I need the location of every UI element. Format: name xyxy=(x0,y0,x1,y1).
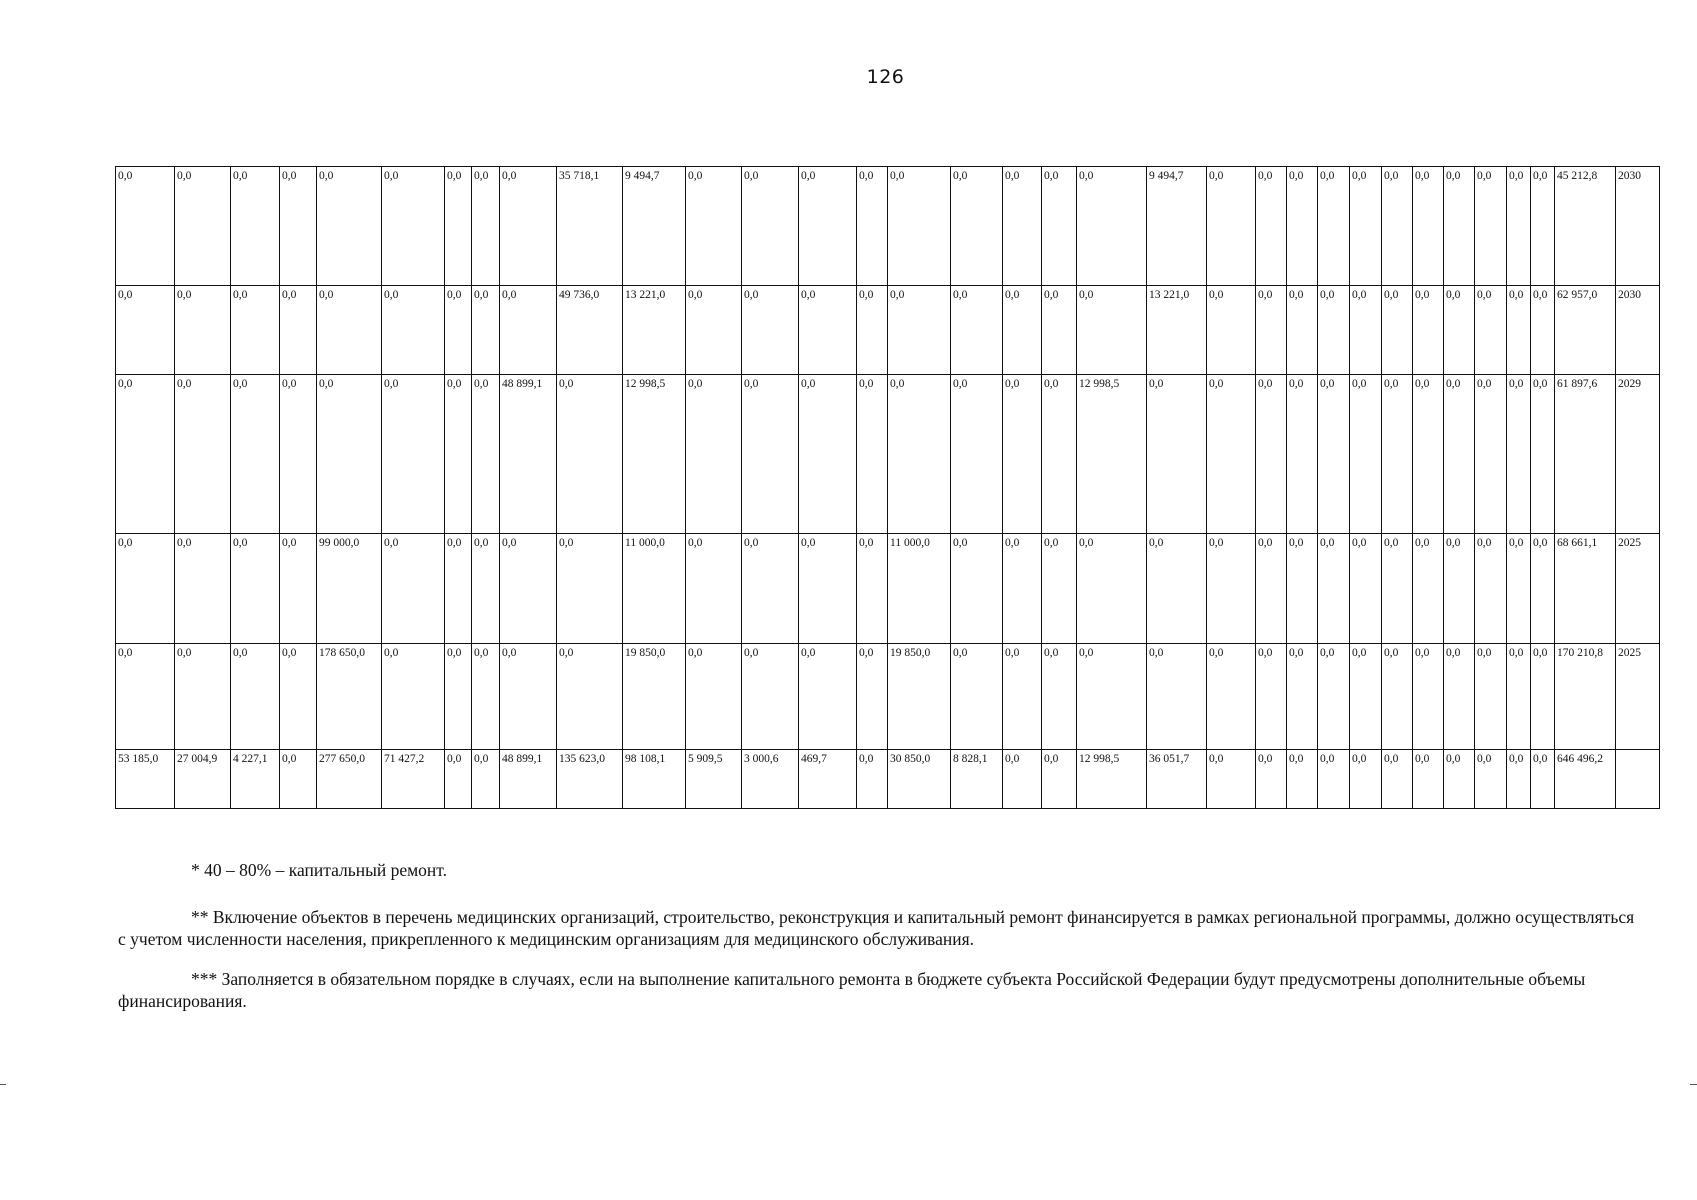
table-cell: 0,0 xyxy=(472,167,500,286)
table-cell: 0,0 xyxy=(175,286,231,375)
table-cell: 0,0 xyxy=(742,286,799,375)
table-cell: 2030 xyxy=(1616,167,1660,286)
table-cell: 0,0 xyxy=(686,167,742,286)
table-cell: 11 000,0 xyxy=(623,534,686,644)
footnote-1: * 40 – 80% – капитальный ремонт. xyxy=(191,860,447,880)
table-cell: 0,0 xyxy=(1382,644,1413,750)
table-cell: 0,0 xyxy=(1003,644,1042,750)
table-cell: 48 899,1 xyxy=(500,750,557,809)
table-cell: 11 000,0 xyxy=(888,534,951,644)
table-cell: 0,0 xyxy=(500,167,557,286)
table-cell xyxy=(1616,750,1660,809)
table-cell: 0,0 xyxy=(742,375,799,534)
table-cell: 0,0 xyxy=(317,375,382,534)
table-cell: 2030 xyxy=(1616,286,1660,375)
table-cell: 0,0 xyxy=(1507,750,1531,809)
table-cell: 0,0 xyxy=(1042,286,1077,375)
table-cell: 0,0 xyxy=(1077,644,1147,750)
table-cell: 71 427,2 xyxy=(382,750,445,809)
table-cell: 62 957,0 xyxy=(1555,286,1616,375)
footnote-2: ** Включение объектов в перечень медицинских организаций, строительство, реконструкция и капитальный ремонт финансируется в рамках региональной программы, должно осуществляться с учетом численности населения, прикрепленного к медицинским организациям для медицинского обслуживания. xyxy=(118,907,1635,949)
table-cell: 0,0 xyxy=(1207,375,1256,534)
table-cell: 98 108,1 xyxy=(623,750,686,809)
table-cell: 0,0 xyxy=(382,644,445,750)
table-cell: 35 718,1 xyxy=(557,167,623,286)
table-cell: 30 850,0 xyxy=(888,750,951,809)
table-cell: 0,0 xyxy=(280,286,317,375)
table-cell: 0,0 xyxy=(1475,534,1507,644)
table-cell: 0,0 xyxy=(445,375,472,534)
scan-mark-left xyxy=(0,1084,6,1085)
table-row xyxy=(116,167,1660,286)
table-cell: 0,0 xyxy=(888,375,951,534)
table-cell: 0,0 xyxy=(1350,534,1382,644)
table-cell: 0,0 xyxy=(1413,750,1444,809)
table-cell: 0,0 xyxy=(686,286,742,375)
table-cell: 0,0 xyxy=(799,167,857,286)
table-cell: 0,0 xyxy=(857,167,888,286)
table-cell: 0,0 xyxy=(1531,750,1555,809)
table-cell: 0,0 xyxy=(317,167,382,286)
table-cell: 0,0 xyxy=(1444,286,1475,375)
table-cell: 0,0 xyxy=(175,644,231,750)
table-cell: 0,0 xyxy=(1256,286,1287,375)
table-cell: 0,0 xyxy=(382,286,445,375)
table-cell: 0,0 xyxy=(1444,375,1475,534)
table-cell: 48 899,1 xyxy=(500,375,557,534)
table-cell: 0,0 xyxy=(1207,534,1256,644)
table-cell: 8 828,1 xyxy=(951,750,1003,809)
table-cell: 0,0 xyxy=(1475,750,1507,809)
page-number: 126 xyxy=(866,66,905,88)
table-cell: 0,0 xyxy=(231,534,280,644)
table-cell: 0,0 xyxy=(951,375,1003,534)
table-cell: 0,0 xyxy=(445,167,472,286)
table-cell: 9 494,7 xyxy=(1147,167,1207,286)
table-cell: 0,0 xyxy=(175,534,231,644)
table-cell: 0,0 xyxy=(1207,750,1256,809)
table-cell: 0,0 xyxy=(280,375,317,534)
table-cell: 0,0 xyxy=(1287,534,1318,644)
table-cell: 0,0 xyxy=(1003,286,1042,375)
table-cell: 0,0 xyxy=(857,750,888,809)
table-cell: 0,0 xyxy=(1207,167,1256,286)
table-cell: 0,0 xyxy=(951,644,1003,750)
table-cell: 0,0 xyxy=(1413,375,1444,534)
table-cell: 0,0 xyxy=(445,644,472,750)
table-cell: 0,0 xyxy=(1318,534,1350,644)
table-cell: 0,0 xyxy=(231,644,280,750)
table-cell: 0,0 xyxy=(500,644,557,750)
table-cell: 0,0 xyxy=(686,534,742,644)
table-cell: 0,0 xyxy=(1350,644,1382,750)
table-cell: 0,0 xyxy=(1382,286,1413,375)
table-cell: 0,0 xyxy=(799,644,857,750)
table-cell: 13 221,0 xyxy=(623,286,686,375)
table-cell: 0,0 xyxy=(1077,286,1147,375)
table-cell: 0,0 xyxy=(1042,750,1077,809)
table-cell: 0,0 xyxy=(1413,286,1444,375)
table-cell: 0,0 xyxy=(1382,375,1413,534)
table-cell: 0,0 xyxy=(1413,644,1444,750)
table-cell: 0,0 xyxy=(742,167,799,286)
table-cell: 0,0 xyxy=(1003,750,1042,809)
table-cell: 0,0 xyxy=(1318,167,1350,286)
table-cell: 0,0 xyxy=(280,534,317,644)
table-cell: 0,0 xyxy=(116,286,175,375)
table-cell: 0,0 xyxy=(472,375,500,534)
table-cell: 0,0 xyxy=(317,286,382,375)
table-cell: 0,0 xyxy=(1531,167,1555,286)
table-cell: 0,0 xyxy=(1444,534,1475,644)
table-cell: 4 227,1 xyxy=(231,750,280,809)
table-cell: 0,0 xyxy=(1318,286,1350,375)
table-cell: 19 850,0 xyxy=(623,644,686,750)
table-cell: 0,0 xyxy=(1507,534,1531,644)
table-cell: 0,0 xyxy=(1444,750,1475,809)
table-cell: 0,0 xyxy=(1382,534,1413,644)
table-cell: 0,0 xyxy=(1531,534,1555,644)
table-cell: 135 623,0 xyxy=(557,750,623,809)
table-cell: 0,0 xyxy=(1042,167,1077,286)
table-cell: 0,0 xyxy=(857,286,888,375)
table-cell: 0,0 xyxy=(1287,375,1318,534)
table-cell: 0,0 xyxy=(500,286,557,375)
table-cell: 0,0 xyxy=(231,375,280,534)
table-cell: 53 185,0 xyxy=(116,750,175,809)
table-cell: 0,0 xyxy=(742,534,799,644)
table-cell: 0,0 xyxy=(1531,644,1555,750)
table-cell: 0,0 xyxy=(1147,375,1207,534)
table-cell: 0,0 xyxy=(1256,375,1287,534)
table-cell: 0,0 xyxy=(231,167,280,286)
table-cell: 0,0 xyxy=(1350,375,1382,534)
table-cell: 0,0 xyxy=(116,167,175,286)
table-cell: 2025 xyxy=(1616,644,1660,750)
table-cell: 0,0 xyxy=(175,167,231,286)
table-cell: 0,0 xyxy=(1318,375,1350,534)
table-cell: 469,7 xyxy=(799,750,857,809)
table-cell: 0,0 xyxy=(857,644,888,750)
table-cell: 0,0 xyxy=(1507,375,1531,534)
table-cell: 0,0 xyxy=(1350,286,1382,375)
table-cell: 0,0 xyxy=(1444,644,1475,750)
financing-table xyxy=(115,166,1660,809)
table-row xyxy=(116,375,1660,534)
table-cell: 0,0 xyxy=(382,534,445,644)
table-cell: 0,0 xyxy=(951,286,1003,375)
table-cell: 0,0 xyxy=(1287,750,1318,809)
table-cell: 0,0 xyxy=(1475,375,1507,534)
table-cell: 12 998,5 xyxy=(1077,375,1147,534)
table-cell: 0,0 xyxy=(1475,286,1507,375)
table-cell: 0,0 xyxy=(1531,286,1555,375)
table-cell: 0,0 xyxy=(1287,644,1318,750)
table-cell: 0,0 xyxy=(1350,167,1382,286)
table-cell: 0,0 xyxy=(1475,167,1507,286)
table-cell: 0,0 xyxy=(1413,167,1444,286)
table-cell: 0,0 xyxy=(1507,644,1531,750)
table-cell: 0,0 xyxy=(1413,534,1444,644)
table-cell: 0,0 xyxy=(857,375,888,534)
table-row xyxy=(116,286,1660,375)
table-cell: 0,0 xyxy=(382,167,445,286)
table-cell: 2029 xyxy=(1616,375,1660,534)
table-body xyxy=(116,167,1660,809)
table-cell: 12 998,5 xyxy=(1077,750,1147,809)
table-cell: 0,0 xyxy=(231,286,280,375)
table-cell: 0,0 xyxy=(472,644,500,750)
table-cell: 0,0 xyxy=(1256,167,1287,286)
table-cell: 646 496,2 xyxy=(1555,750,1616,809)
table-cell: 0,0 xyxy=(799,286,857,375)
table-cell: 0,0 xyxy=(1507,167,1531,286)
table-cell: 2025 xyxy=(1616,534,1660,644)
table-cell: 0,0 xyxy=(280,750,317,809)
table-cell: 0,0 xyxy=(280,167,317,286)
table-cell: 0,0 xyxy=(1207,644,1256,750)
table-cell: 0,0 xyxy=(1382,167,1413,286)
table-cell: 3 000,6 xyxy=(742,750,799,809)
table-cell: 0,0 xyxy=(1287,167,1318,286)
table-cell: 0,0 xyxy=(799,375,857,534)
table-cell: 0,0 xyxy=(686,375,742,534)
table-cell: 0,0 xyxy=(1077,167,1147,286)
table-cell: 0,0 xyxy=(116,375,175,534)
table-cell: 0,0 xyxy=(1003,534,1042,644)
table-cell: 36 051,7 xyxy=(1147,750,1207,809)
table-cell: 0,0 xyxy=(1077,534,1147,644)
table-row xyxy=(116,534,1660,644)
table-cell: 0,0 xyxy=(472,286,500,375)
table-cell: 61 897,6 xyxy=(1555,375,1616,534)
table-cell: 0,0 xyxy=(1147,534,1207,644)
table-cell: 0,0 xyxy=(1042,534,1077,644)
table-cell: 27 004,9 xyxy=(175,750,231,809)
table-cell: 0,0 xyxy=(888,286,951,375)
table-cell: 0,0 xyxy=(799,534,857,644)
table-cell: 0,0 xyxy=(280,644,317,750)
table-cell: 0,0 xyxy=(1042,644,1077,750)
table-cell: 0,0 xyxy=(445,534,472,644)
table-cell: 0,0 xyxy=(1287,286,1318,375)
table-cell: 0,0 xyxy=(1256,644,1287,750)
table-cell: 0,0 xyxy=(857,534,888,644)
table-cell: 0,0 xyxy=(1382,750,1413,809)
table-cell: 0,0 xyxy=(557,375,623,534)
table-cell: 19 850,0 xyxy=(888,644,951,750)
table-cell: 178 650,0 xyxy=(317,644,382,750)
table-cell: 0,0 xyxy=(1507,286,1531,375)
table-cell: 0,0 xyxy=(1318,750,1350,809)
table-cell: 0,0 xyxy=(1042,375,1077,534)
table-cell: 0,0 xyxy=(445,750,472,809)
table-cell: 0,0 xyxy=(742,644,799,750)
table-cell: 0,0 xyxy=(1207,286,1256,375)
table-cell: 0,0 xyxy=(951,534,1003,644)
table-cell: 0,0 xyxy=(1444,167,1475,286)
table-cell: 0,0 xyxy=(686,644,742,750)
table-cell: 0,0 xyxy=(1003,375,1042,534)
table-cell: 0,0 xyxy=(951,167,1003,286)
table-cell: 45 212,8 xyxy=(1555,167,1616,286)
table-cell: 0,0 xyxy=(472,750,500,809)
table-cell: 0,0 xyxy=(1147,644,1207,750)
table-cell: 99 000,0 xyxy=(317,534,382,644)
table-cell: 0,0 xyxy=(1256,750,1287,809)
table-cell: 170 210,8 xyxy=(1555,644,1616,750)
table-cell: 9 494,7 xyxy=(623,167,686,286)
table-cell: 0,0 xyxy=(1003,167,1042,286)
table-cell: 68 661,1 xyxy=(1555,534,1616,644)
table-cell: 0,0 xyxy=(175,375,231,534)
table-cell: 0,0 xyxy=(888,167,951,286)
table-cell: 0,0 xyxy=(557,534,623,644)
table-cell: 12 998,5 xyxy=(623,375,686,534)
table-cell: 0,0 xyxy=(445,286,472,375)
table-cell: 277 650,0 xyxy=(317,750,382,809)
table-cell: 0,0 xyxy=(382,375,445,534)
scan-mark-right xyxy=(1690,1084,1697,1085)
table-row xyxy=(116,750,1660,809)
table-cell: 0,0 xyxy=(116,534,175,644)
table-row xyxy=(116,644,1660,750)
table-cell: 0,0 xyxy=(1256,534,1287,644)
table-cell: 49 736,0 xyxy=(557,286,623,375)
table-cell: 0,0 xyxy=(1531,375,1555,534)
table-cell: 0,0 xyxy=(1475,644,1507,750)
table-cell: 0,0 xyxy=(1318,644,1350,750)
table-cell: 13 221,0 xyxy=(1147,286,1207,375)
table-cell: 0,0 xyxy=(1350,750,1382,809)
table-cell: 0,0 xyxy=(472,534,500,644)
footnote-3: *** Заполняется в обязательном порядке в случаях, если на выполнение капитального ремонта в бюджете субъекта Российской Федерации будут предусмотрены дополнительные объемы финансирования. xyxy=(118,969,1586,1011)
table-cell: 0,0 xyxy=(500,534,557,644)
table-cell: 5 909,5 xyxy=(686,750,742,809)
table-cell: 0,0 xyxy=(557,644,623,750)
table-cell: 0,0 xyxy=(116,644,175,750)
